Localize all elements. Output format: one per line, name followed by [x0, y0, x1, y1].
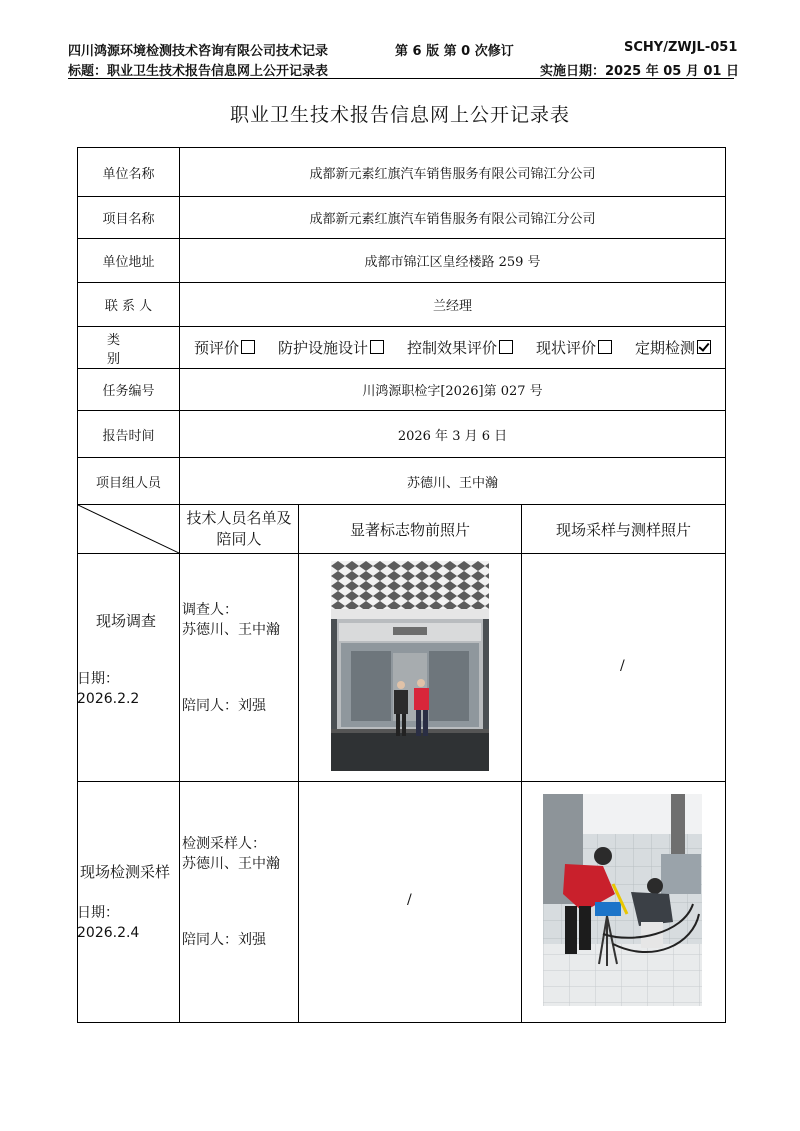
header-title: 标题：职业卫生技术报告信息网上公开记录表 [68, 64, 329, 79]
task-no-label: 任务编号 [78, 369, 180, 411]
checkbox-icon[interactable] [499, 340, 513, 354]
survey-staff-label: 调查人： [182, 602, 238, 618]
header-divider [68, 78, 734, 79]
category-option-control-effect[interactable] [407, 337, 513, 358]
category-option-label: 防护设施设计 [277, 339, 368, 357]
team-value: 苏德川、王中瀚 [180, 458, 726, 505]
category-options [180, 327, 726, 369]
category-option-label: 预评价 [194, 339, 240, 357]
survey-title: 现场调查 [96, 612, 157, 630]
sampling-companion: 陪同人：刘强 [182, 932, 266, 948]
category-option-pre-eval[interactable] [194, 337, 255, 358]
contact-value: 兰经理 [180, 283, 726, 327]
sampling-photo [543, 794, 702, 1006]
checkbox-icon[interactable] [598, 340, 612, 354]
sampling-cell [78, 782, 180, 1023]
sampling-sign-photo-cell [299, 782, 522, 1023]
sampling-sign-empty: / [407, 892, 412, 908]
category-option-label: 控制效果评价 [406, 339, 497, 357]
address-label: 单位地址 [78, 239, 180, 283]
report-time-value: 2026 年 3 月 6 日 [180, 411, 726, 458]
survey-sign-photo-cell [299, 554, 522, 782]
sampling-date: 2026.2.4 [77, 925, 140, 941]
survey-sample-empty: / [620, 658, 625, 674]
record-table [77, 147, 726, 1023]
contact-label: 联 系 人 [78, 283, 180, 327]
document-code: SCHY/ZWJL-051 [624, 40, 738, 55]
sampling-staff-names: 苏德川、王中瀚 [182, 856, 280, 872]
storefront-photo [331, 561, 489, 771]
sampling-staff-label: 检测采样人： [182, 836, 266, 852]
category-option-status-eval[interactable] [536, 337, 612, 358]
category-option-label: 定期检测 [634, 339, 695, 357]
survey-staff-names: 苏德川、王中瀚 [182, 622, 280, 638]
category-option-protection-design[interactable] [278, 337, 384, 358]
survey-date: 2026.2.2 [77, 691, 140, 707]
task-no-value: 川鸿源职检字[2026]第 027 号 [180, 369, 726, 411]
company-record-title: 四川鸿源环境检测技术咨询有限公司技术记录 [68, 44, 329, 59]
category-label: 类 别 [78, 327, 180, 369]
report-time-label: 报告时间 [78, 411, 180, 458]
survey-date-label: 日期： [77, 671, 119, 687]
survey-sample-photo-cell [522, 554, 726, 782]
effective-date: 实施日期：2025 年 05 月 01 日 [540, 64, 739, 79]
project-name-label: 项目名称 [78, 197, 180, 239]
unit-name-value: 成都新元素红旗汽车销售服务有限公司锦江分公司 [180, 148, 726, 197]
sampling-title: 现场检测采样 [80, 863, 171, 881]
storefront-photo-image [331, 561, 489, 771]
checkbox-icon[interactable] [370, 340, 384, 354]
team-label: 项目组人员 [78, 458, 180, 505]
survey-companion: 陪同人：刘强 [182, 698, 266, 714]
col-header-staff: 技术人员名单及陪同人 [180, 505, 299, 554]
category-option-periodic-test[interactable] [635, 337, 711, 358]
category-option-label: 现状评价 [535, 339, 596, 357]
diagonal-header-cell [78, 505, 180, 554]
project-name-value: 成都新元素红旗汽车销售服务有限公司锦江分公司 [180, 197, 726, 239]
checkbox-icon[interactable] [241, 340, 255, 354]
survey-staff-cell [180, 554, 299, 782]
col-header-sign-photo: 显著标志物前照片 [299, 505, 522, 554]
sampling-photo-image [543, 794, 702, 1006]
unit-name-label: 单位名称 [78, 148, 180, 197]
sampling-sample-photo-cell [522, 782, 726, 1023]
version-info: 第 6 版 第 0 次修订 [395, 44, 514, 59]
survey-cell [78, 554, 180, 782]
col-header-sample-photo: 现场采样与测样照片 [522, 505, 726, 554]
sampling-date-label: 日期： [77, 905, 119, 921]
page-title: 职业卫生技术报告信息网上公开记录表 [229, 104, 570, 126]
diagonal-line [78, 505, 179, 553]
checkbox-checked-icon[interactable] [697, 340, 711, 354]
address-value: 成都市锦江区皇经楼路 259 号 [180, 239, 726, 283]
sampling-staff-cell [180, 782, 299, 1023]
